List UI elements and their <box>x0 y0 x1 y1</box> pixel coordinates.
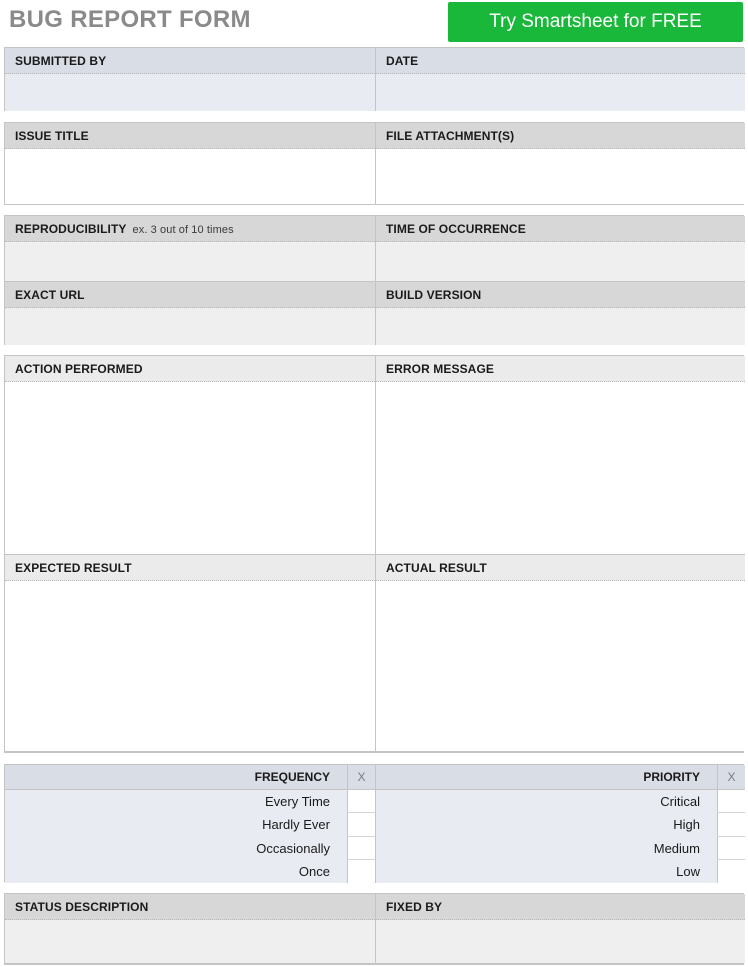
reproducibility-hint: ex. 3 out of 10 times <box>132 224 234 236</box>
time-of-occurrence-field[interactable] <box>376 242 745 281</box>
build-version-field[interactable] <box>376 308 745 345</box>
issue-title-cell <box>5 123 375 204</box>
priority-option-label: Critical <box>660 794 700 809</box>
action-performed-field[interactable] <box>5 382 375 554</box>
priority-option <box>376 837 745 860</box>
fixed-by-field[interactable] <box>376 920 745 963</box>
priority-label: PRIORITY <box>643 770 700 784</box>
submitted-by-field[interactable] <box>5 74 375 111</box>
fixed-by-label: FIXED BY <box>376 894 745 920</box>
error-message-field[interactable] <box>376 382 745 554</box>
frequency-checkbox[interactable] <box>347 837 375 860</box>
priority-checkbox[interactable] <box>717 813 745 836</box>
priority-option-label: Low <box>676 863 700 879</box>
frequency-option-label: Every Time <box>264 794 330 809</box>
frequency-mark-header: X <box>347 765 375 789</box>
section-issue <box>4 122 744 205</box>
submitted-by-cell <box>5 48 375 111</box>
frequency-header <box>5 765 375 790</box>
priority-option <box>376 813 745 836</box>
frequency-priority-checklist <box>4 764 744 882</box>
priority-checkbox[interactable] <box>717 837 745 860</box>
build-version-label: BUILD VERSION <box>376 282 745 308</box>
actual-result-cell <box>375 554 745 751</box>
status-description-label: STATUS DESCRIPTION <box>5 894 375 920</box>
section-submitter <box>4 47 744 111</box>
priority-column <box>375 765 745 883</box>
frequency-checkbox[interactable] <box>347 813 375 836</box>
frequency-label: FREQUENCY <box>254 770 330 784</box>
reproducibility-label <box>5 216 375 242</box>
exact-url-field[interactable] <box>5 308 375 345</box>
priority-header <box>376 765 745 790</box>
reproducibility-label-text: REPRODUCIBILITY <box>15 222 127 236</box>
time-of-occurrence-cell <box>375 216 745 281</box>
error-message-label: ERROR MESSAGE <box>376 356 745 382</box>
frequency-option <box>5 837 375 860</box>
frequency-option-label: Occasionally <box>256 840 330 856</box>
frequency-option <box>5 860 375 883</box>
form-title: BUG REPORT FORM <box>9 6 251 33</box>
frequency-option <box>5 813 375 836</box>
section-environment <box>4 215 744 345</box>
issue-title-label: ISSUE TITLE <box>5 123 375 149</box>
time-of-occurrence-label: TIME OF OCCURRENCE <box>376 216 745 242</box>
status-description-field[interactable] <box>5 920 375 963</box>
actual-result-label: ACTUAL RESULT <box>376 555 745 581</box>
file-attachments-cell <box>375 123 745 204</box>
frequency-checkbox[interactable] <box>347 860 375 883</box>
frequency-column <box>5 765 375 883</box>
priority-checkbox[interactable] <box>717 790 745 813</box>
priority-option <box>376 790 745 813</box>
date-cell <box>375 48 745 111</box>
status-description-cell <box>5 894 375 963</box>
action-performed-label: ACTION PERFORMED <box>5 356 375 382</box>
error-message-cell <box>375 356 745 554</box>
action-performed-cell <box>5 356 375 554</box>
exact-url-cell <box>5 281 375 345</box>
file-attachments-label: FILE ATTACHMENT(S) <box>376 123 745 149</box>
fixed-by-cell <box>375 894 745 963</box>
frequency-checkbox[interactable] <box>347 790 375 813</box>
priority-option-label: High <box>673 817 700 833</box>
expected-result-cell <box>5 554 375 751</box>
frequency-option <box>5 790 375 813</box>
try-smartsheet-button[interactable]: Try Smartsheet for FREE <box>448 2 743 42</box>
date-label: DATE <box>376 48 745 74</box>
reproducibility-cell <box>5 216 375 281</box>
actual-result-field[interactable] <box>376 581 745 751</box>
priority-option <box>376 860 745 883</box>
frequency-option-label: Once <box>298 863 330 879</box>
file-attachments-field[interactable] <box>376 149 745 204</box>
priority-mark-header: X <box>717 765 745 789</box>
section-status <box>4 893 744 965</box>
section-results <box>4 355 744 753</box>
exact-url-label: EXACT URL <box>5 282 375 308</box>
reproducibility-field[interactable] <box>5 242 375 281</box>
frequency-option-label: Hardly Ever <box>262 817 330 833</box>
date-field[interactable] <box>376 74 745 111</box>
expected-result-label: EXPECTED RESULT <box>5 555 375 581</box>
expected-result-field[interactable] <box>5 581 375 751</box>
issue-title-field[interactable] <box>5 149 375 204</box>
build-version-cell <box>375 281 745 345</box>
submitted-by-label: SUBMITTED BY <box>5 48 375 74</box>
priority-option-label: Medium <box>653 840 700 856</box>
priority-checkbox[interactable] <box>717 860 745 883</box>
